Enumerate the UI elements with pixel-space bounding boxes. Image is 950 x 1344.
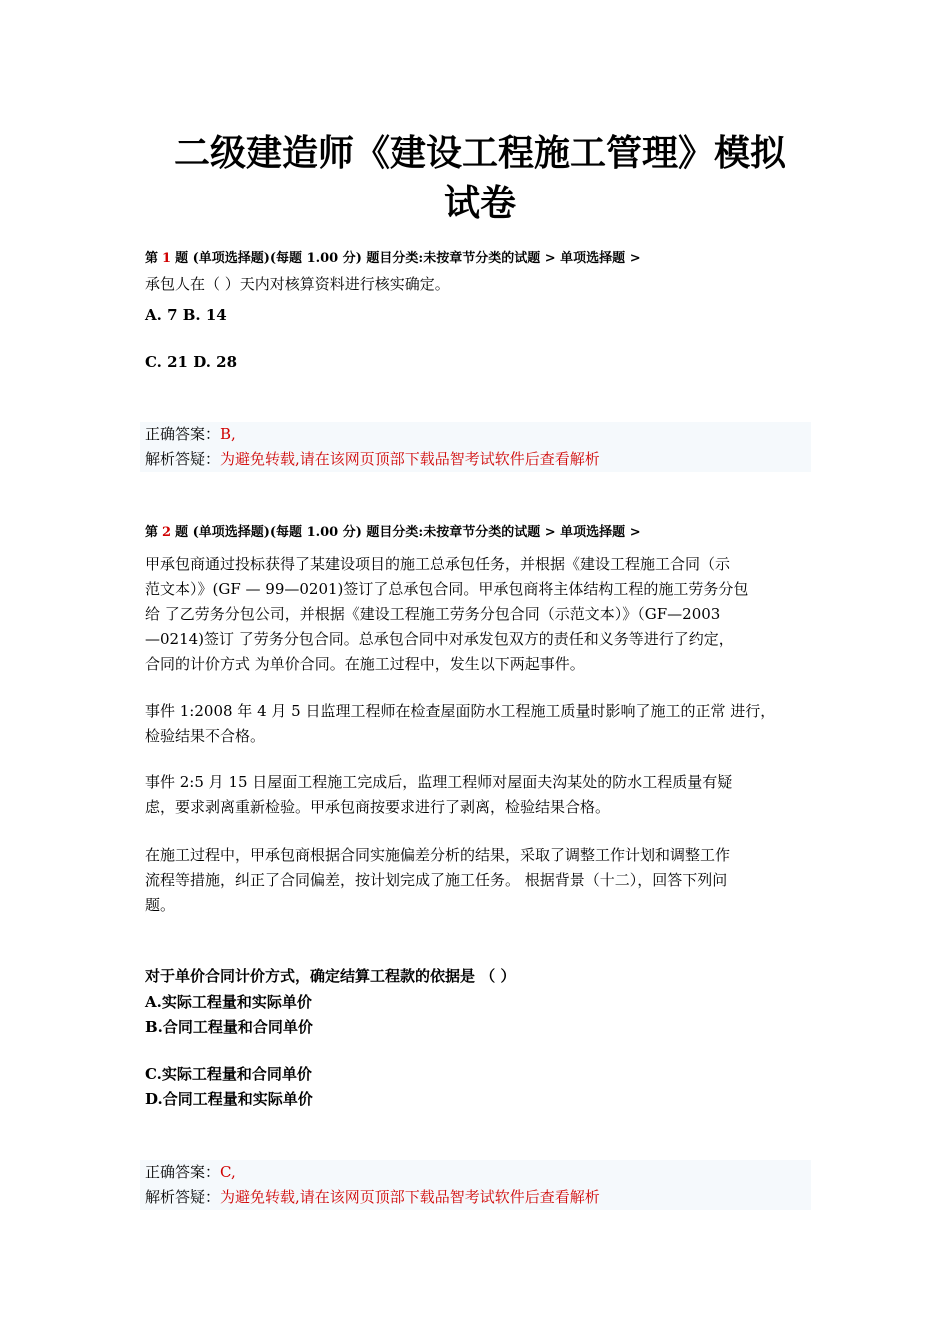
question-2-background-paragraph-4 — [145, 843, 820, 918]
paragraph-line: 检验结果不合格。 — [145, 727, 266, 745]
question-1-options-cd: C. 21 D. 28 — [145, 353, 238, 371]
question-1-header — [145, 249, 641, 269]
paragraph-line: 流程等措施，纠正了合同偏差，按计划完成了施工任务。 根据背景（十二），回答下列问 — [145, 871, 728, 889]
question-header-text: 题 (单项选择题)(每题 1.00 分) 题目分类:未按章节分类的试题 > 单项选择题 > — [175, 251, 641, 266]
question-1-answer-box — [140, 422, 811, 472]
question-2-option-c: C.实际工程量和合同单价 — [145, 1065, 312, 1083]
question-2-event-2 — [145, 770, 820, 820]
question-2-background-paragraph-1 — [145, 552, 820, 677]
question-number: 2 — [162, 525, 172, 540]
question-1-options-ab: A. 7 B. 14 — [145, 306, 227, 324]
question-2-header — [145, 523, 641, 543]
question-2-option-d: D.合同工程量和实际单价 — [145, 1090, 313, 1108]
analysis-label: 解析答疑： — [145, 450, 221, 468]
question-2-event-1 — [145, 699, 820, 749]
paragraph-line: 事件 1:2008 年 4 月 5 日监理工程师在检查屋面防水工程施工质量时影响了施工的正常 进行， — [145, 702, 776, 720]
paragraph-line: 事件 2:5 月 15 日屋面工程施工完成后，监理工程师对屋面夫沟某处的防水工程质量有疑 — [145, 773, 733, 791]
question-prefix: 第 — [145, 251, 159, 266]
paragraph-line: —0214)签订 了劳务分包合同。总承包合同中对承发包双方的责任和义务等进行了约定， — [145, 630, 734, 648]
question-number: 1 — [162, 251, 172, 266]
analysis-line — [145, 1185, 811, 1210]
paragraph-line: 甲承包商通过投标获得了某建设项目的施工总承包任务，并根据《建设工程施工合同（示 — [145, 555, 731, 573]
question-prefix: 第 — [145, 525, 159, 540]
question-2-option-a: A.实际工程量和实际单价 — [145, 993, 312, 1011]
answer-value: B, — [220, 425, 236, 443]
question-2-sub-question: 对于单价合同计价方式，确定结算工程款的依据是 （ ） — [145, 967, 516, 985]
answer-value: C, — [220, 1163, 236, 1181]
paragraph-line: 范文本）》(GF — 99—0201)签订了总承包合同。甲承包商将主体结构工程的施工劳务分包 — [145, 580, 749, 598]
question-2-answer-box — [140, 1160, 811, 1210]
answer-label: 正确答案： — [145, 1163, 221, 1181]
question-1-stem: 承包人在（ ）天内对核算资料进行核实确定。 — [145, 275, 450, 293]
paragraph-line: 合同的计价方式 为单价合同。在施工过程中，发生以下两起事件。 — [145, 655, 585, 673]
analysis-line — [145, 447, 811, 472]
title-line-2: 试卷 — [443, 182, 516, 224]
title-line-1: 二级建造师《建设工程施工管理》模拟 — [173, 132, 786, 174]
analysis-label: 解析答疑： — [145, 1188, 221, 1206]
page-title — [100, 128, 860, 228]
question-header-text: 题 (单项选择题)(每题 1.00 分) 题目分类:未按章节分类的试题 > 单项选择题 > — [175, 525, 641, 540]
analysis-value: 为避免转载,请在该网页顶部下载品智考试软件后查看解析 — [220, 1188, 600, 1206]
paragraph-line: 虑，要求剥离重新检验。甲承包商按要求进行了剥离，检验结果合格。 — [145, 798, 611, 816]
answer-line — [145, 422, 811, 447]
analysis-value: 为避免转载,请在该网页顶部下载品智考试软件后查看解析 — [220, 450, 600, 468]
answer-label: 正确答案： — [145, 425, 221, 443]
answer-line — [145, 1160, 811, 1185]
paragraph-line: 题。 — [145, 896, 176, 914]
paragraph-line: 给 了乙劳务分包公司，并根据《建设工程施工劳务分包合同（示范文本）》（GF—2003 — [145, 605, 721, 623]
question-2-option-b: B.合同工程量和合同单价 — [145, 1018, 313, 1036]
paragraph-line: 在施工过程中，甲承包商根据合同实施偏差分析的结果，采取了调整工作计划和调整工作 — [145, 846, 731, 864]
